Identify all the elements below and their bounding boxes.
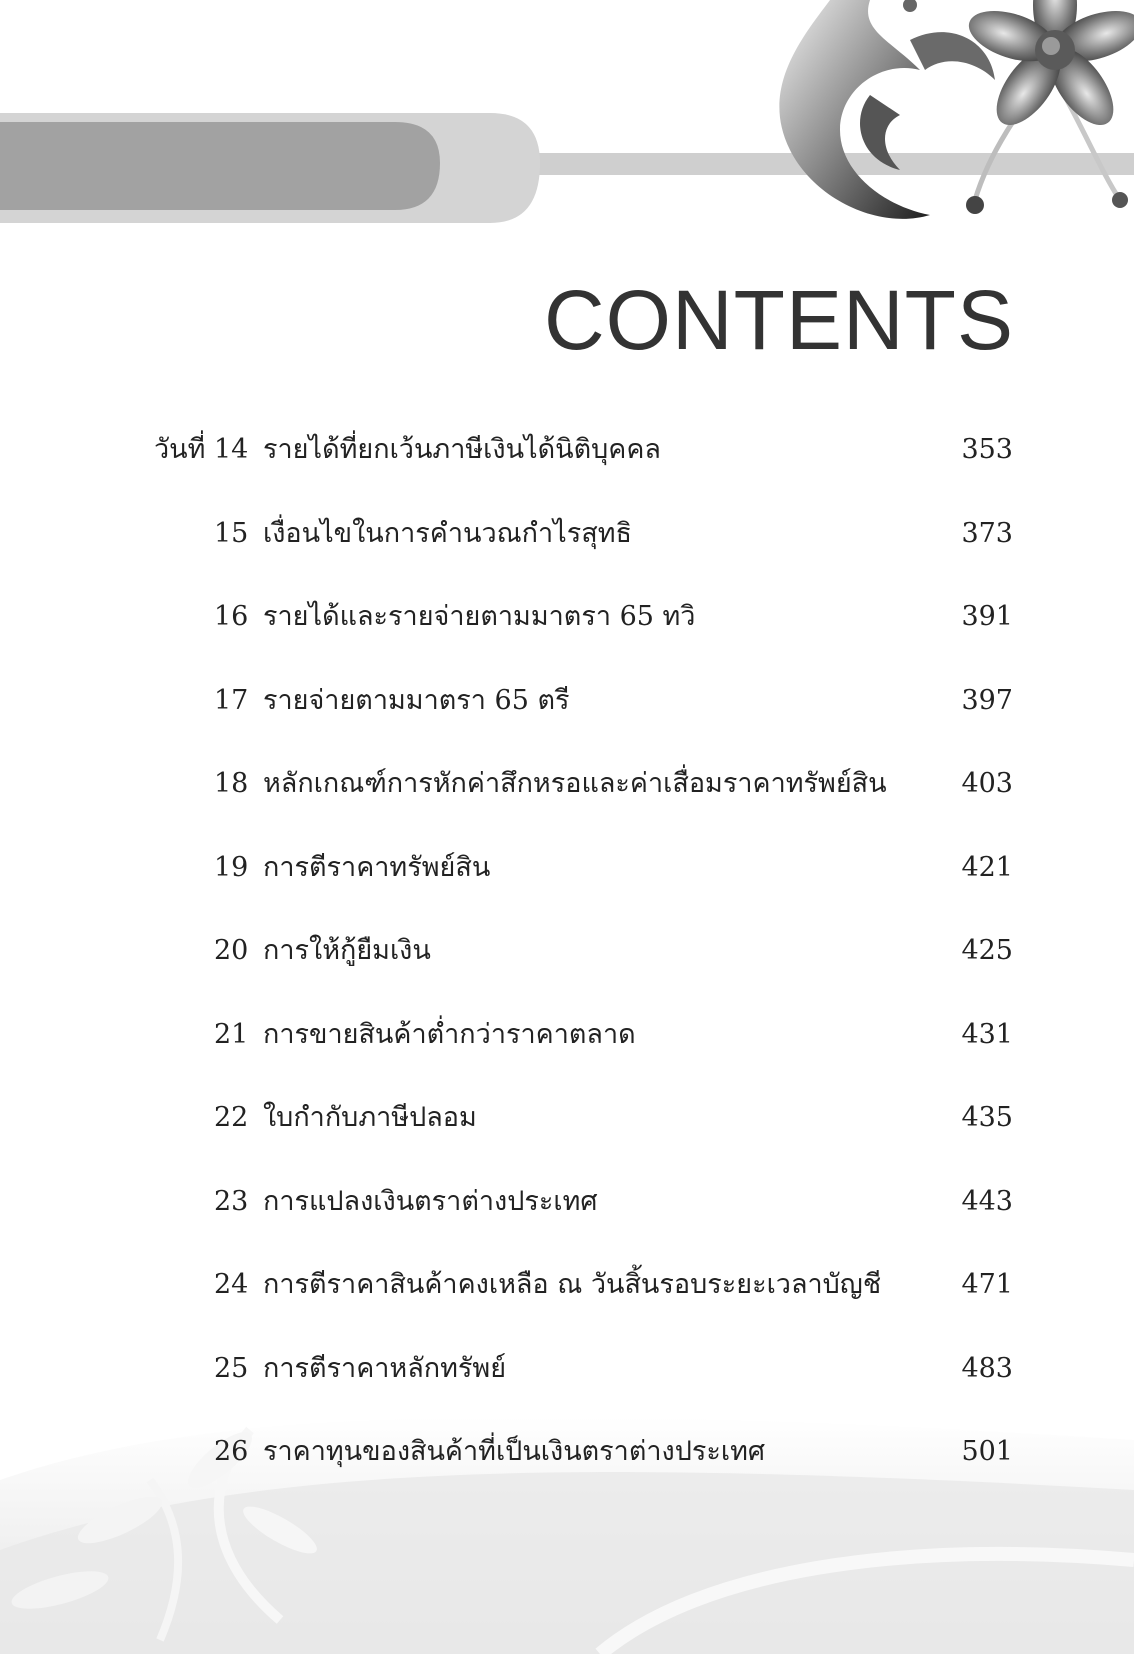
toc-entry-title: เงื่อนไขในการคำนวณกำไรสุทธิ bbox=[263, 518, 633, 549]
toc-entry-number: 26 bbox=[214, 1436, 249, 1467]
toc-entry-number: 16 bbox=[214, 601, 249, 632]
toc-entry-title: รายจ่ายตามมาตรา 65 ตรี bbox=[263, 685, 570, 716]
toc-day-prefix: วันที่ bbox=[154, 434, 206, 465]
toc-entry-number: 25 bbox=[214, 1353, 249, 1384]
toc-entry-number: 23 bbox=[214, 1186, 249, 1217]
toc-entry[interactable] bbox=[0, 1182, 1134, 1222]
toc-entry[interactable] bbox=[0, 931, 1134, 971]
toc-entry-title: ราคาทุนของสินค้าที่เป็นเงินตราต่างประเทศ bbox=[263, 1436, 766, 1467]
toc-entry-page: 397 bbox=[961, 685, 1013, 716]
toc-entry-title: การตีราคาสินค้าคงเหลือ ณ วันสิ้นรอบระยะเวลาบัญชี bbox=[263, 1269, 882, 1300]
toc-entry-page: 431 bbox=[961, 1019, 1013, 1050]
toc-entry[interactable] bbox=[0, 430, 1134, 470]
toc-entry-title: รายได้ที่ยกเว้นภาษีเงินได้นิติบุคคล bbox=[263, 434, 661, 465]
toc-entry-page: 435 bbox=[961, 1102, 1013, 1133]
toc-entry-number: 15 bbox=[214, 518, 249, 549]
toc-entry-page: 483 bbox=[961, 1353, 1013, 1384]
toc-entry-number: 18 bbox=[214, 768, 249, 799]
toc-entry-title: ใบกำกับภาษีปลอม bbox=[263, 1102, 477, 1133]
toc-entry-number: 19 bbox=[214, 852, 249, 883]
toc-entry-title: หลักเกณฑ์การหักค่าสึกหรอและค่าเสื่อมราคาทรัพย์สิน bbox=[263, 768, 887, 799]
toc-entry[interactable] bbox=[0, 1098, 1134, 1138]
toc-entry-number: 21 bbox=[214, 1019, 249, 1050]
toc-entry-title: การตีราคาหลักทรัพย์ bbox=[263, 1353, 507, 1384]
toc-entry-title: การแปลงเงินตราต่างประเทศ bbox=[263, 1186, 598, 1217]
toc-entry-number: 24 bbox=[214, 1269, 249, 1300]
toc-entry[interactable] bbox=[0, 681, 1134, 721]
toc-entry[interactable] bbox=[0, 764, 1134, 804]
toc-entry-page: 471 bbox=[961, 1269, 1013, 1300]
toc-entry-page: 373 bbox=[961, 518, 1013, 549]
toc-entry-title: การให้กู้ยืมเงิน bbox=[263, 935, 431, 966]
toc-entry-page: 421 bbox=[961, 852, 1013, 883]
toc-entry-number: 14 bbox=[214, 434, 249, 465]
toc-entry[interactable] bbox=[0, 597, 1134, 637]
toc-entry-page: 403 bbox=[961, 768, 1013, 799]
toc-entry-number: 17 bbox=[214, 685, 249, 716]
toc-entry[interactable] bbox=[0, 1265, 1134, 1305]
toc-entry[interactable] bbox=[0, 514, 1134, 554]
toc-entry[interactable] bbox=[0, 848, 1134, 888]
toc-entry-page: 501 bbox=[961, 1436, 1013, 1467]
toc-entry-title: การตีราคาทรัพย์สิน bbox=[263, 852, 491, 883]
toc-entry[interactable] bbox=[0, 1432, 1134, 1472]
toc-entry-title: การขายสินค้าต่ำกว่าราคาตลาด bbox=[263, 1019, 636, 1050]
toc-entry-number: 22 bbox=[214, 1102, 249, 1133]
toc-entry-page: 425 bbox=[961, 935, 1013, 966]
toc-entry-page: 443 bbox=[961, 1186, 1013, 1217]
page-title: CONTENTS bbox=[544, 273, 1014, 367]
toc-entry-number: 20 bbox=[214, 935, 249, 966]
toc-entry[interactable] bbox=[0, 1349, 1134, 1389]
toc-entry[interactable] bbox=[0, 1015, 1134, 1055]
toc-entry-page: 391 bbox=[961, 601, 1013, 632]
toc-entry-title: รายได้และรายจ่ายตามมาตรา 65 ทวิ bbox=[263, 601, 696, 632]
toc-entry-page: 353 bbox=[961, 434, 1013, 465]
